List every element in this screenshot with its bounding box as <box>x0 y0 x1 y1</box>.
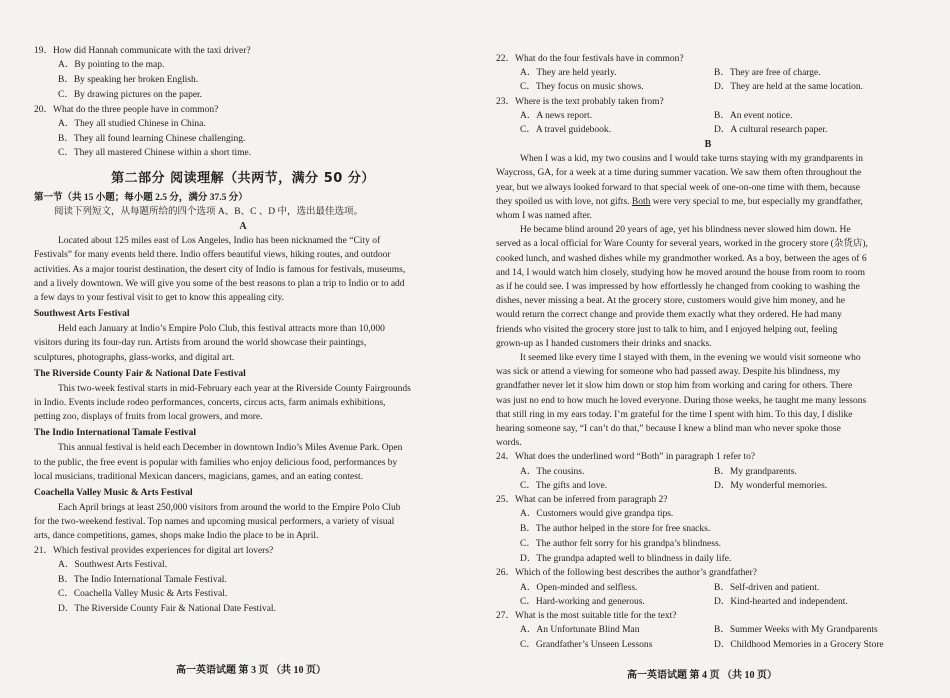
question-25-option-d: D．The grandpa adapted well to blindness in daily life. <box>520 553 732 564</box>
intro-line: Festivals” for many events held there. Indio offers beautiful views, hiking routes, and outdoor <box>34 250 391 261</box>
question-21-option-b: B．The Indio International Tamale Festival. <box>58 574 227 585</box>
passage-a-letter: A <box>239 221 247 233</box>
event-tamale-festival <box>34 425 452 484</box>
para-line: year, but we always looked forward to that special week of one-on-one time with them, because <box>496 182 860 193</box>
question-22-option-a: A．They are held yearly. <box>520 68 617 79</box>
para-line: and 14, I would watch him closely, studying how he moved around the house from room to room <box>496 267 866 278</box>
right-page <box>474 0 950 698</box>
para-line: grandfather never let it slow him down or stop him from working and caring for others. There <box>496 381 853 392</box>
question-21-option-a: A．Southwest Arts Festival. <box>58 559 167 570</box>
para-line: whom I was named after. <box>496 211 592 222</box>
passage-b-paragraph-2 <box>496 223 920 351</box>
event-line: This two-week festival starts in mid-February each year at the Riverside County Fairgrounds <box>58 383 411 394</box>
question-25-option-a: A．Customers would give grandpa tips. <box>520 509 674 520</box>
para-line: was sick or attend a viewing for someone who had passed away. Despite his blindness, my <box>496 367 841 378</box>
event-heading: Coachella Valley Music & Arts Festival <box>34 488 193 499</box>
subsection-heading: 第一节（共 15 小题；每小题 2.5 分，满分 37.5 分） <box>34 193 248 204</box>
event-southwest-arts <box>34 306 452 365</box>
question-26-stem: 26．Which of the following best describes the author’s grandfather? <box>496 568 757 579</box>
intro-line: a few days to your festival visit to get to know this appealing city. <box>34 293 285 303</box>
event-heading: The Indio International Tamale Festival <box>34 428 197 439</box>
para-line: would return the correct change and provide them exactly what they ordered. He had many <box>496 310 842 321</box>
para-line: was just no end to how much he loved everyone. During those weeks, he taught me many lessons <box>496 395 867 406</box>
question-20-option-c: C．They all mastered Chinese within a short time. <box>58 148 252 159</box>
question-24-option-b: B．My grandparents. <box>714 466 797 477</box>
question-21-option-d: D．The Riverside County Fair & National Date Festival. <box>58 604 276 615</box>
question-22-options-row-1 <box>496 66 920 80</box>
question-25-option-b: B．The author helped in the store for free snacks. <box>520 524 711 535</box>
para-text: were very special to me, but especially my grandfather, <box>650 196 863 207</box>
para-line: It seemed like every time I stayed with them, in the evening we would visit someone who <box>520 353 861 364</box>
question-26-options-row-2 <box>496 595 920 609</box>
question-25-stem: 25．What can be inferred from paragraph 2? <box>496 495 668 506</box>
question-20-stem: 20．What do the three people have in common? <box>34 104 219 115</box>
para-line: hearing someone say, “I can’t do that,” because I knew a blind man who never spoke those <box>496 424 841 435</box>
question-23-options-row-1 <box>496 109 920 123</box>
para-line: Waycross, GA, for a week at a time during summer vacation. We saw them often throughout the <box>496 168 862 179</box>
question-19-option-b: B．By speaking her broken English. <box>58 75 199 85</box>
para-line: as if he could see. I was impressed by how effortlessly he changed from cooking to washing the <box>496 282 860 293</box>
question-22-stem: 22．What do the four festivals have in common? <box>496 54 684 64</box>
para-line: He became blind around 20 years of age, yet his blindness never slowed him down. He <box>520 225 851 236</box>
question-24-option-d: D．My wonderful memories. <box>714 480 828 491</box>
question-23-option-c: C．A travel guidebook. <box>520 125 612 136</box>
question-23-option-b: B．An event notice. <box>714 110 793 121</box>
event-line: This annual festival is held each December in downtown Indio’s Miles Avenue Park. Open <box>58 443 403 454</box>
event-line: local musicians, traditional Mexican dancers, magicians, games, and an eating contest. <box>34 471 363 482</box>
question-23-stem: 23．Where is the text probably taken from? <box>496 96 664 107</box>
para-line: friends who visited the grocery store just to talk to him, and I enjoyed helping out, feeling <box>496 324 838 335</box>
intro-line: Located about 125 miles east of Los Angeles, Indio has been nicknamed the “City of <box>58 236 381 247</box>
question-24-stem: 24．What does the underlined word “Both” in paragraph 1 refer to? <box>496 452 756 463</box>
question-24-option-c: C．The gifts and love. <box>520 480 608 491</box>
event-line: arts, dance competitions, games, shops make Indio the place to be in April. <box>34 531 319 542</box>
event-coachella <box>34 485 452 544</box>
question-20-option-b: B．They all found learning Chinese challenging. <box>58 133 246 144</box>
question-20-option-a: A．They all studied Chinese in China. <box>58 118 206 129</box>
question-26-options-row-1 <box>496 581 920 595</box>
instruction-text: 阅读下列短文，从每题所给的四个选项 A、B、C 、D 中，选出最佳选项。 <box>54 207 364 218</box>
question-27-option-a: A．An Unfortunate Blind Man <box>520 625 640 636</box>
passage-b-paragraph-1 <box>496 152 920 223</box>
section-title: 第二部分 阅读理解（共两节，满分 50 分） <box>111 171 375 187</box>
question-23-option-a: A．A news report. <box>520 110 593 121</box>
question-27-options-row-2 <box>496 638 920 652</box>
underlined-word-both: Both <box>631 196 651 207</box>
question-22-options-row-2 <box>496 80 920 94</box>
question-26-option-a: A．Open-minded and selfless. <box>520 582 638 593</box>
passage-a-intro <box>34 234 452 305</box>
para-text: they spoiled us with love, not gifts. <box>496 196 630 207</box>
question-21-stem: 21．Which festival provides experiences for digital art lovers? <box>34 545 274 556</box>
event-heading: Southwest Arts Festival <box>34 309 130 320</box>
event-heading: The Riverside County Fair & National Date Festival <box>34 368 246 379</box>
question-27-option-d: D．Childhood Memories in a Grocery Store <box>714 639 884 650</box>
question-27-stem: 27．What is the most suitable title for the text? <box>496 611 677 622</box>
page-footer-left: 高一英语试题 第 3 页 （共 10 页） <box>176 665 326 676</box>
event-line: in Indio. Events include rodeo performances, concerts, circus acts, farm animals exhibitions, <box>34 398 386 409</box>
event-line: Each April brings at least 250,000 visitors from around the world to the Empire Polo Club <box>58 503 401 514</box>
event-line: petting zoo, displays of fruits from local growers, and more. <box>34 412 263 423</box>
question-24-option-a: A．The cousins. <box>520 466 585 477</box>
para-line: served as a local official for Ware County for several years, worked in the grocery store (杂货店), <box>496 239 868 250</box>
para-line: cooked lunch, and washed dishes while my grandmother worked. As a boy, between the ages of 6 <box>496 253 867 264</box>
event-riverside-fair <box>34 366 452 425</box>
question-22-option-b: B．They are free of charge. <box>714 68 821 79</box>
event-line: visitors during its four-day run. Artists from around the world showcase their paintings, <box>34 338 367 349</box>
intro-line: and a lively downtown. We will give you some of the best reasons to plan a trip to Indio or to add <box>34 278 405 289</box>
para-line-with-underline <box>496 195 920 209</box>
question-27-option-c: C．Grandfather’s Unseen Lessons <box>520 639 653 650</box>
question-26-option-c: C．Hard-working and generous. <box>520 596 645 607</box>
event-line: for the two-weekend festival. Top names and upcoming musical performers, a variety of visual <box>34 517 395 528</box>
intro-line: activities. As a major tourist destination, the desert city of Indio is famous for festivals, museums, <box>34 264 406 275</box>
question-25-option-c: C．The author felt sorry for his grandpa’s blindness. <box>520 538 722 549</box>
passage-b-letter: B <box>704 139 712 151</box>
question-24-options-row-1 <box>496 465 920 479</box>
question-19-option-c: C．By drawing pictures on the paper. <box>58 89 203 100</box>
question-22-option-c: C．They focus on music shows. <box>520 82 644 93</box>
question-19-stem: 19．How did Hannah communicate with the taxi driver? <box>34 46 251 56</box>
para-line: grown-up as I handed customers their drinks and snacks. <box>496 338 712 349</box>
para-line: When I was a kid, my two cousins and I would take turns staying with my grandparents in <box>520 154 863 165</box>
para-line: that still ring in my ears today. I’m grateful for the time I spent with him. To this day, I dislike <box>496 409 853 420</box>
question-22-option-d: D．They are held at the same location. <box>714 82 864 93</box>
page-footer-right: 高一英语试题 第 4 页 （共 10 页） <box>627 670 777 681</box>
event-line: Held each January at Indio’s Empire Polo Club, this festival attracts more than 10,000 <box>58 324 385 335</box>
question-24-options-row-2 <box>496 479 920 493</box>
question-21-option-c: C．Coachella Valley Music & Arts Festival. <box>58 589 228 600</box>
question-23-option-d: D．A cultural research paper. <box>714 125 828 136</box>
question-19-option-a: A．By pointing to the map. <box>58 60 165 71</box>
question-26-option-d: D．Kind-hearted and independent. <box>714 596 848 607</box>
question-27-option-b: B．Summer Weeks with My Grandparents <box>714 625 878 636</box>
question-26-option-b: B．Self-driven and patient. <box>714 582 820 593</box>
para-line: words. <box>496 438 522 449</box>
left-page <box>0 0 468 698</box>
event-line: sculptures, photographs, glass-works, and digital art. <box>34 352 235 363</box>
passage-b-paragraph-3 <box>496 351 920 450</box>
para-line: dishes, never missing a beat. At the grocery store, customers would give him money, and he <box>496 296 845 307</box>
event-line: to the public, the free event is popular with families who enjoy delicious food, performances by <box>34 457 398 468</box>
question-23-options-row-2 <box>496 123 920 137</box>
question-27-options-row-1 <box>496 623 920 637</box>
